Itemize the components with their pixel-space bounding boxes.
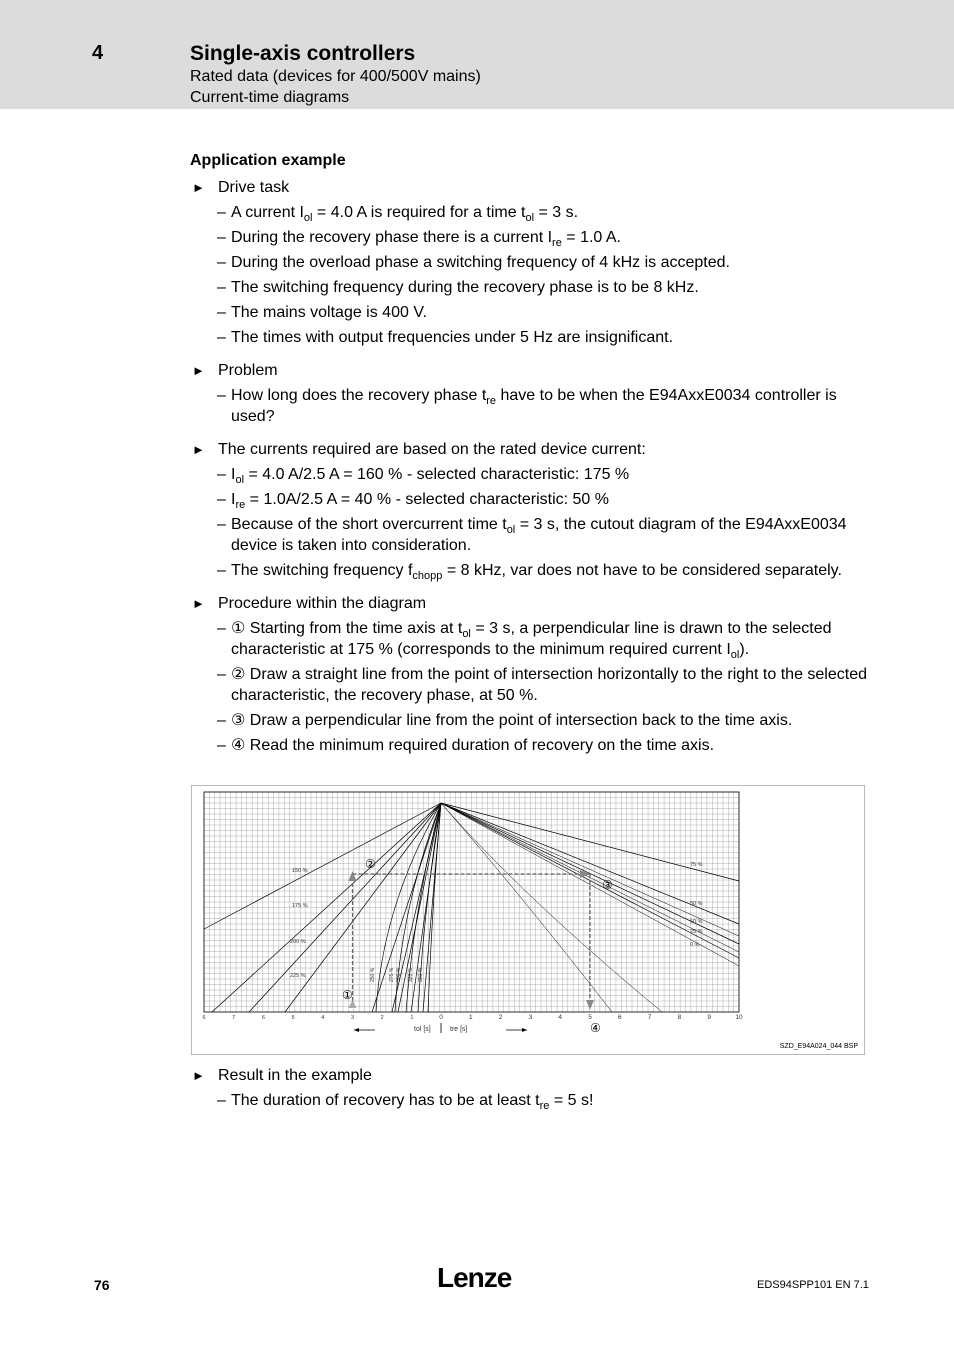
x-tick-label: 2 <box>380 1015 384 1021</box>
document-id: EDS94SPP101 EN 7.1 <box>757 1279 869 1291</box>
list-item: – The duration of recovery has to be at least $t_{re} = 5$ s! <box>217 1092 594 1113</box>
figure-id: SZD_E94A024_044 BSP <box>779 1043 858 1050</box>
x-tick-label: 6 <box>202 1015 206 1021</box>
bullet-arrow-icon: ► <box>192 363 205 378</box>
x-tick-label: 1 <box>410 1015 414 1021</box>
vertical-series-label: 275 % <box>389 967 395 982</box>
x-tick-label: 9 <box>707 1014 712 1021</box>
x-tick-label: 5 <box>291 1015 295 1021</box>
x-tick-label: 6 <box>617 1014 622 1021</box>
step-marker-2: ② <box>365 857 376 871</box>
list-item: – $I_{ol} = 4.0$ A/2.5 A = 160 % - selected characteristic: 175 % <box>217 466 630 487</box>
step-marker-3: ③ <box>602 878 613 892</box>
bullet-currents: ► The currents required are based on the rated device current: <box>192 441 646 458</box>
vertical-series-label: 300 % <box>396 967 402 982</box>
section-subtitle: Rated data (devices for 400/500V mains) <box>190 68 481 85</box>
list-item: – The switching frequency during the recovery phase is to be 8 kHz. <box>217 279 699 296</box>
vertical-series-label: 250 % <box>370 967 376 982</box>
series-label: 0 % <box>690 942 700 948</box>
series-label: 50 % <box>690 901 703 907</box>
x-tick-label: 4 <box>321 1015 325 1021</box>
x-axis-label-left: tol [s] <box>414 1026 431 1033</box>
lenze-logo: Lenze <box>437 1262 512 1293</box>
main-content <box>190 150 870 756</box>
bullet-arrow-icon: ► <box>192 596 205 611</box>
list-item: – The times with output frequencies under 5 Hz are insignificant. <box>217 329 674 346</box>
x-tick-label: 3 <box>528 1014 533 1021</box>
list-item: – How long does the recovery phase $t_{re}$ have to be when the E94AxxE0034 controller is used? <box>217 387 837 425</box>
example-arrow-up <box>349 871 357 881</box>
x-tick-label: 5 <box>588 1014 592 1021</box>
bullet-arrow-icon: ► <box>192 180 205 195</box>
current-time-diagram <box>191 785 865 1055</box>
vertical-series-label: 350 % <box>418 967 424 982</box>
step-marker-1: ① <box>342 988 353 1002</box>
step-marker-4: ④ <box>590 1021 601 1035</box>
x-tick-label: 3 <box>350 1015 355 1021</box>
chart-svg <box>192 786 864 1054</box>
x-tick-label: 6 <box>261 1015 265 1021</box>
x-tick-label: 0 <box>439 1014 443 1021</box>
list-item: – ③ Draw a perpendicular line from the point of intersection back to the time axis. <box>217 712 793 729</box>
series-label: 225 % <box>290 973 306 979</box>
x-tick-label: 8 <box>677 1014 682 1021</box>
bullet-drive-task: ► Drive task <box>192 179 290 196</box>
x-tick-label: 4 <box>558 1014 563 1021</box>
series-label: 175 % <box>292 903 308 909</box>
bullet-result: ► Result in the example <box>192 1067 372 1084</box>
x-tick-label: 1 <box>468 1014 473 1021</box>
series-label: 50 % <box>690 919 703 925</box>
series-label: 25 % <box>690 929 703 935</box>
x-tick-label: 10 <box>735 1014 743 1021</box>
series-label: 200 % <box>290 939 306 945</box>
x-tick-label: 7 <box>232 1015 236 1021</box>
list-item: – ④ Read the minimum required duration of recovery on the time axis. <box>217 737 715 754</box>
vertical-series-label: 325 % <box>408 967 414 982</box>
series-label: 150 % <box>292 868 308 874</box>
section-heading: Application example <box>190 152 346 169</box>
list-item: – The mains voltage is 400 V. <box>217 304 427 321</box>
page-header <box>0 0 954 109</box>
example-arrow-down <box>586 1000 594 1010</box>
bullet-arrow-icon: ► <box>192 442 205 457</box>
chapter-number: 4 <box>92 42 104 64</box>
list-item: – A current $I_{ol} = 4.0$ A is required for a time $t_{ol} = 3$ s. <box>217 204 579 225</box>
list-item: – During the overload phase a switching frequency of 4 kHz is accepted. <box>217 254 730 271</box>
x-tick-label: 7 <box>647 1014 652 1021</box>
chapter-title: Single-axis controllers <box>190 42 416 65</box>
list-item: – ② Draw a straight line from the point of intersection horizontally to the right to the selected characteristic, the recovery phase, at 50 %. <box>217 666 867 704</box>
arrow-right-head <box>522 1028 527 1032</box>
series-label: 75 % <box>690 862 703 868</box>
x-tick-label: 2 <box>498 1014 503 1021</box>
list-item: – The switching frequency $f_{chopp} = 8$ kHz, var does not have to be considered separately. <box>217 562 842 583</box>
list-item: – Because of the short overcurrent time $t_{ol} = 3$ s, the cutout diagram of the E94AxxE0034 device is taken into consideration. <box>217 516 847 554</box>
bullet-procedure: ► Procedure within the diagram <box>192 595 427 612</box>
x-axis-label-right: tre [s] <box>450 1026 468 1033</box>
list-item: – $I_{re} = 1.0A/2.5$ A = 40 % - selected characteristic: 50 % <box>217 491 609 512</box>
list-item: – ① Starting from the time axis at $t_{ol} = 3$ s, a perpendicular line is drawn to the selected characteristic at 175 % (corresponds to the minimum required current $I_{ol}$). <box>217 620 832 662</box>
section-subtitle-2: Current-time diagrams <box>190 89 350 106</box>
list-item: – During the recovery phase there is a current $I_{re} = 1.0$ A. <box>217 229 621 250</box>
page-number: 76 <box>94 1277 110 1293</box>
bullet-arrow-icon: ► <box>192 1068 205 1083</box>
arrow-left-head <box>354 1028 359 1032</box>
bullet-problem: ► Problem <box>192 362 278 379</box>
